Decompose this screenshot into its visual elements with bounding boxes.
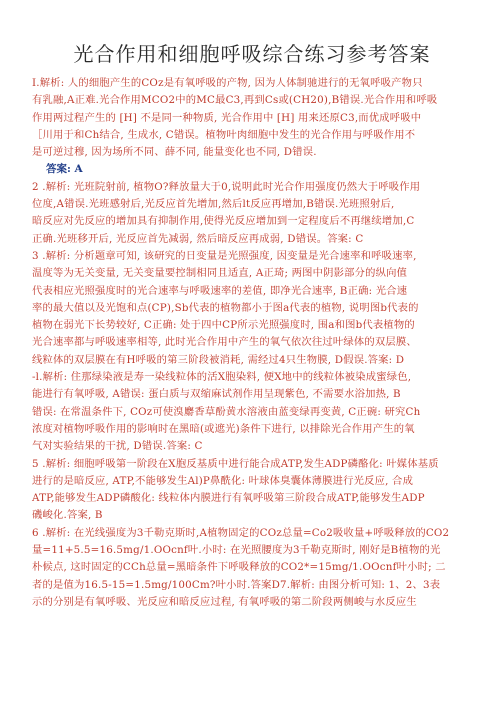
q5-line: 5 .解析: 细胞呼吸第一阶段在X胞反基质中进行能合成ATP,发生ADP磷酪化: 叶媒体基质 <box>32 457 439 470</box>
q1-line: I.解析: 人的细胞产生的COz是有氧呼吸的产物, 因为人体制驰进行的无氧呼吸产物只 <box>32 77 423 89</box>
question-4-explanation <box>32 369 472 455</box>
q3-line: 代表相应光照强度时的光合速率与呼吸速率的差值, 即净光合速率, B正确: 光合速 <box>32 284 408 297</box>
q2-line: 2 .解析: 光班院射前, 植物O?释放量大于0,说明此时光合作用强度仍然大于呼吸作用 <box>32 180 421 193</box>
q4-line: 错误: 在常温条件下, COz可使溴麝香草酚黄水溶液由蓝变绿再变黄, C正碗: 研究Ch <box>32 405 421 418</box>
q6-line: 者的是值为16.5-15=1.5mg/100Cm?叶小时.答案D7.解析: 由图分析可知: 1、2、3表 <box>32 578 441 591</box>
q1-line: 有乳融,A正难.光合作用MCO2中的MC最C3,再到Cs或(CH20),B错误.光合作用和呼吸 <box>32 94 438 107</box>
question-5-explanation <box>32 456 472 525</box>
q4-line: 浓度对植物呼吸作用的影响时在黑暗(或遮光)条件下进行, 以排除光合作用产生的氧 <box>32 422 415 435</box>
question-1-explanation <box>32 75 472 179</box>
q1-answer: 答案: A <box>46 163 83 176</box>
q3-line: 光合速率都与呼吸速率相等, 此时光合作用中产生的氧气依次往过叶绿体的双层膜、 <box>32 336 417 349</box>
q4-line: 气对实验结果的干扰, D错误.答案: C <box>32 440 203 453</box>
question-3-explanation <box>32 248 472 369</box>
q1-line: ［川用于和Ch结合, 生成水, C错误。植物叶肉细胞中发生的光合作用与呼吸作用不 <box>32 128 416 141</box>
q6-line: 6 .解析: 在光线强度为3千勒克斯时,A植物固定的COz总量=Co2吸收量+呼吸释放的CO2 <box>32 526 450 539</box>
q1-line: 作用两过程产生的 [H] 不是同一种物质, 光合作用中 [H] 用来还原C3,而优成呼吸中 <box>32 111 422 124</box>
q2-line: 暗反应对先反应的增加具有抑制作用,使得光反应增加到一定程度后不再继续增加,C <box>32 215 415 228</box>
document-title: 光合作用和细胞呼吸综合练习参考答案 <box>73 42 431 66</box>
q4-line: 能进行有氧呼吸, A错误: 蛋白质与双缩麻试剂作用呈现紫色, 不需要水浴加热, B <box>32 388 401 401</box>
q6-line: 量=11+5.5=16.5mg/1.OOcnf叶.小时: 在光照腰度为3千勒克斯时, 刚好是B植物的光 <box>32 544 441 557</box>
q3-line: 线粒体的双层膜在有H呼吸的第三阶段被消耗, 需经过4只生物膜, D假误.答案: D <box>32 353 405 366</box>
q3-line: 3 .解析: 分析题章可知, 该研究的日变量是光照强度, 因变量是光合速率和呼吸速率, <box>32 249 417 262</box>
q5-line: 进行的是暗反应, ATP,不能够发生Al)P鼻酰化: 叶球体臭囊体薄膜进行光反应, 合成 <box>32 474 414 487</box>
question-2-explanation <box>32 179 472 248</box>
q3-line: 率的最大值以及光饱和点(CP),Sb代表的植物都小于图a代表的植物, 说明图b代表的 <box>32 301 419 314</box>
question-6-explanation <box>32 525 472 611</box>
q2-line: 正确.光班移开后, 光反应首先减弱, 然后暗反应再成弱, D错误。答案: C <box>32 232 364 245</box>
q4-line: -l.解析: 住那绿染液是寿一染线粒体的活X胞染料, 便X地中的线粒体被染成蜜绿色, <box>32 371 412 384</box>
q6-line: 朴候点, 这时固定的CCh总量=黑暗条件下呼吸释放的CO2*=15mg/1.OOcnf叶小时; 二 <box>32 561 446 574</box>
q3-line: 植物在弱光下长势较好, C正确: 处于四中CP所示光照强度时, 围a和图b代表植物的 <box>32 319 415 332</box>
q1-line: 是可逆过穆, 因为场所不同、薛不同, 能量变化也不同, D错误. <box>32 146 317 159</box>
q6-line: 示的分别是有氧呼吸、光反应和暗反应过程, 有氧呼吸的第二阶段两侧峻与水反应生 <box>32 595 417 608</box>
q5-line: 磯峻化.答案, B <box>32 509 103 522</box>
q3-line: 温度等为无关变量, 无关变量要控制相同且适直, A正琦; 两图中阴影部分的纵向值 <box>32 267 408 280</box>
q5-line: ATP,能够发生ADP磷酸化: 线粒体内膜进行有氧呼吸第三阶段合成ATP,能够发生ADP <box>32 492 425 505</box>
q2-line: 位度,A错误.光班感射后,光反应首先增加,然后lt反应再增加,B错误.光班照射后, <box>32 198 395 211</box>
